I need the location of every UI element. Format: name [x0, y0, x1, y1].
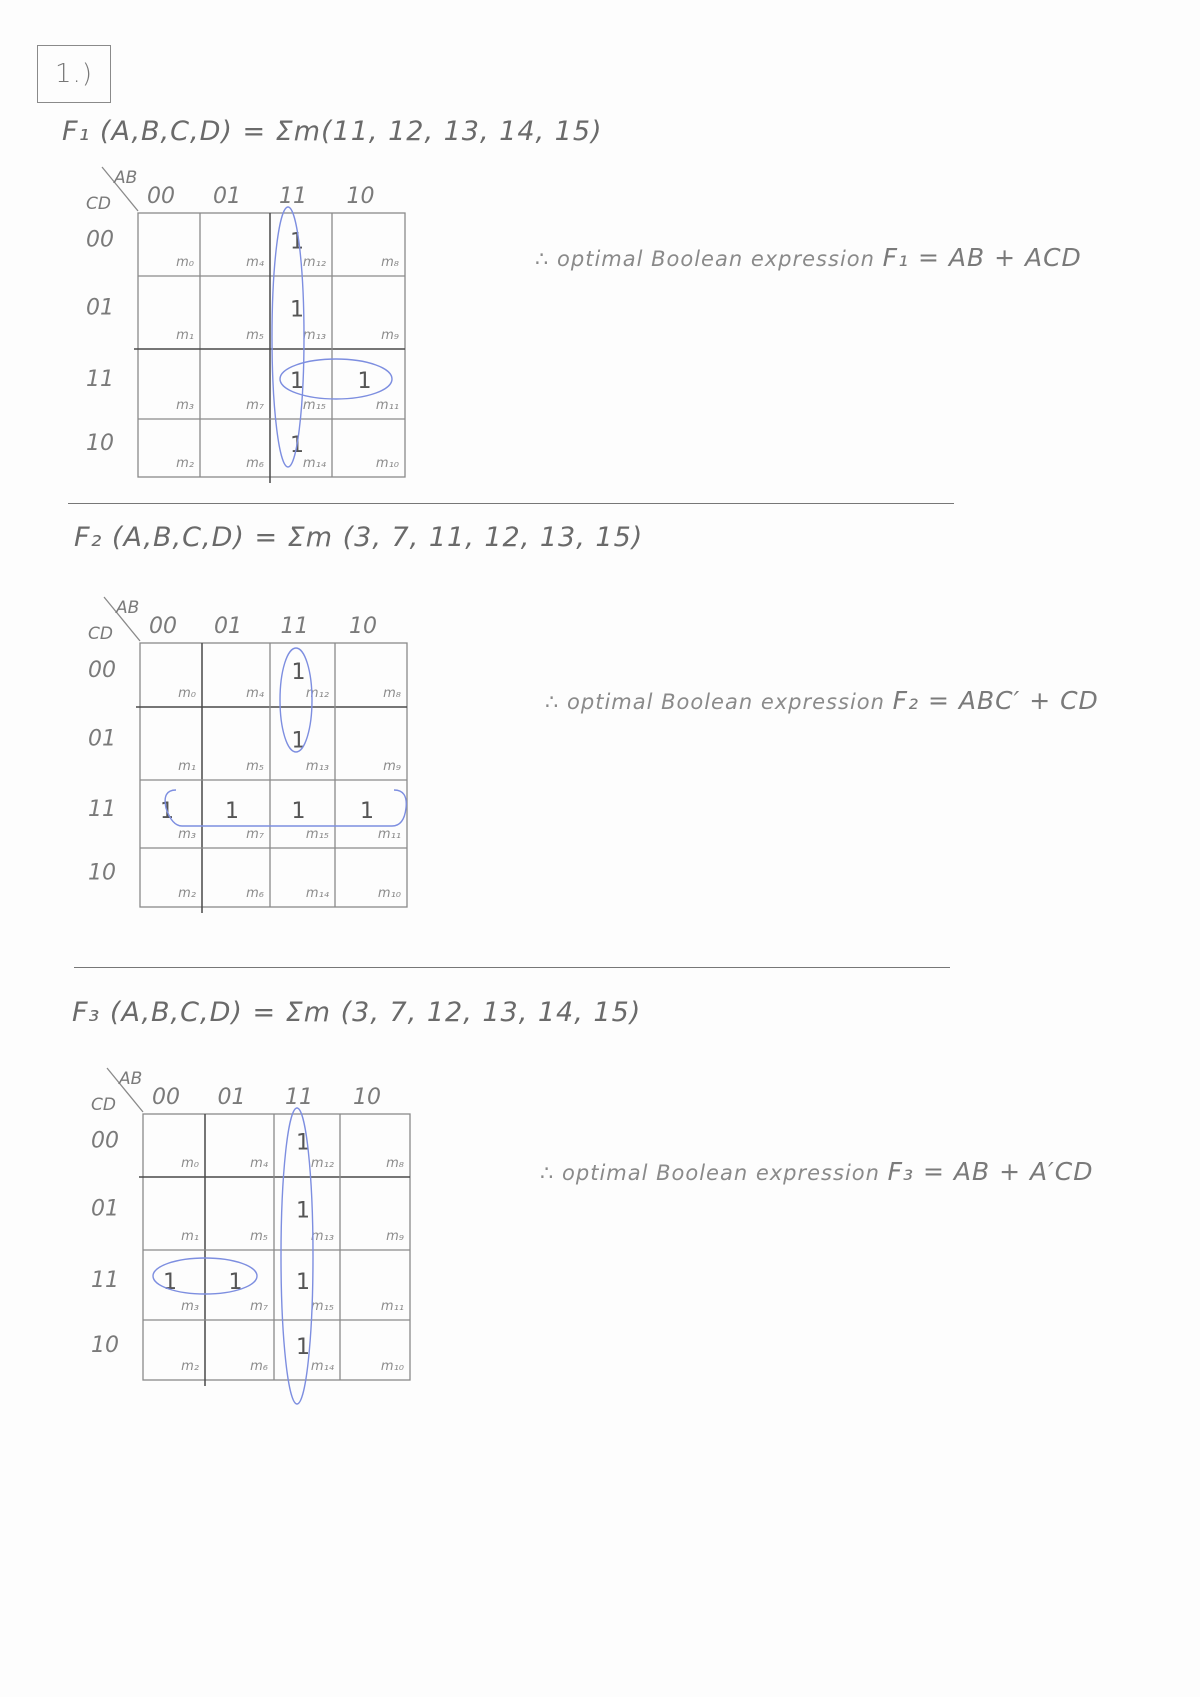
f2-minterm-label: m₂ — [178, 886, 196, 901]
f2-minterm-label: m₁₅ — [305, 827, 329, 842]
f3-minterm-label: m₀ — [181, 1156, 199, 1171]
f3-minterm-label: m₁₁ — [380, 1299, 404, 1314]
f2-one-mark: 1 — [291, 728, 306, 754]
f3-one-mark: 1 — [296, 1130, 310, 1156]
f2-corner-output-label: CD — [88, 624, 113, 644]
f3-col-label-11: 11 — [285, 1085, 313, 1110]
f1-minterm-label: m₁₁ — [375, 398, 399, 413]
f1-header: F₁ (A,B,C,D) = Σm(11, 12, 13, 14, 15) — [62, 116, 603, 147]
f2-col-label-11: 11 — [280, 614, 309, 639]
f3-answer-expression: F₃ = AB + A′CD — [887, 1157, 1094, 1186]
f2-minterm-label: m₁₁ — [377, 827, 401, 842]
f3-minterm-label: m₆ — [250, 1359, 268, 1374]
f1-minterm-label: m₅ — [246, 328, 264, 343]
f1-one-mark: 1 — [357, 369, 372, 394]
f1-col-label-11: 11 — [279, 184, 307, 209]
f3-minterm-label: m₁ — [181, 1229, 199, 1244]
f2-one-mark: 1 — [360, 799, 374, 824]
f1-row-label-01: 01 — [86, 295, 114, 321]
f2-corner-input-label: AB — [116, 598, 140, 618]
f2-minterm-label: m₅ — [246, 759, 264, 774]
f2-row-label-00: 00 — [88, 658, 116, 683]
f2-answer-expression: F₂ = ABC′ + CD — [892, 686, 1099, 715]
f3-row-label-11: 11 — [91, 1268, 119, 1293]
f3-minterm-label: m₅ — [250, 1229, 268, 1244]
f2-minterm-label: m₁ — [178, 759, 196, 774]
f3-one-mark: 1 — [296, 1335, 310, 1360]
f1-minterm-label: m₃ — [176, 398, 194, 413]
f1-minterm-label: m₁₂ — [302, 255, 326, 270]
f3-row-label-01: 01 — [91, 1196, 119, 1222]
f3-minterm-label: m₄ — [250, 1156, 268, 1171]
f2-minterm-label: m₇ — [246, 827, 264, 842]
f2-minterm-label: m₈ — [383, 686, 401, 701]
f1-minterm-label: m₁₀ — [375, 456, 399, 471]
question-number: 1.) — [55, 59, 93, 89]
f1-col-label-00: 00 — [147, 184, 175, 209]
f2-row-label-10: 10 — [88, 860, 116, 886]
f2-minterm-label: m₁₄ — [305, 886, 329, 901]
f2-minterm-label: m₉ — [383, 759, 401, 774]
f1-answer-prefix: ∴ optimal Boolean expression — [535, 247, 875, 271]
f2-one-mark: 1 — [160, 799, 174, 824]
f1-minterm-label: m₄ — [246, 255, 264, 270]
f3-minterm-label: m₈ — [386, 1156, 404, 1171]
f2-minterm-label: m₀ — [178, 686, 196, 701]
f3-header: F₃ (A,B,C,D) = Σm (3, 7, 12, 13, 14, 15) — [72, 997, 642, 1028]
f2-minterm-label: m₆ — [246, 886, 264, 901]
f2-col-label-00: 00 — [149, 614, 177, 639]
f3-minterm-label: m₁₅ — [310, 1299, 334, 1314]
f1-answer-expression: F₁ = AB + ACD — [882, 243, 1082, 272]
f1-minterm-label: m₁₃ — [302, 328, 326, 343]
f1-row-label-10: 10 — [86, 431, 114, 456]
f1-one-mark: 1 — [290, 369, 304, 394]
f2-minterm-label: m₄ — [246, 686, 264, 701]
f2-row-label-01: 01 — [88, 726, 116, 752]
f3-minterm-label: m₁₂ — [310, 1156, 334, 1171]
f1-row-label-00: 00 — [86, 227, 114, 253]
f1-minterm-label: m₆ — [246, 456, 264, 471]
f3-minterm-label: m₁₃ — [310, 1229, 334, 1244]
f3-minterm-label: m₂ — [181, 1359, 199, 1374]
f2-col-label-01: 01 — [214, 614, 242, 639]
f1-col-label-10: 10 — [346, 184, 375, 209]
f1-minterm-label: m₀ — [176, 255, 194, 270]
f3-one-mark: 1 — [296, 1270, 310, 1295]
f1-corner-output-label: CD — [86, 194, 111, 214]
f1-one-mark: 1 — [290, 433, 304, 458]
f3-corner-input-label: AB — [119, 1069, 143, 1089]
f1-minterm-label: m₁ — [176, 328, 194, 343]
f2-answer-prefix: ∴ optimal Boolean expression — [545, 690, 885, 714]
f2-col-label-10: 10 — [349, 614, 377, 639]
f3-minterm-label: m₁₀ — [380, 1359, 404, 1374]
f3-col-label-10: 10 — [353, 1085, 381, 1110]
f3-row-label-10: 10 — [91, 1333, 119, 1358]
f1-corner-input-label: AB — [114, 168, 138, 188]
f1-minterm-label: m₁₄ — [302, 456, 326, 471]
f2-minterm-label: m₁₃ — [305, 759, 329, 774]
f2-minterm-label: m₁₀ — [377, 886, 401, 901]
f3-one-mark: 1 — [296, 1198, 310, 1224]
f2-row-label-11: 11 — [88, 797, 116, 822]
f1-minterm-label: m₁₅ — [302, 398, 326, 413]
f3-corner-output-label: CD — [91, 1095, 116, 1115]
f3-one-mark: 1 — [228, 1270, 243, 1295]
f2-header: F₂ (A,B,C,D) = Σm (3, 7, 11, 12, 13, 15) — [74, 522, 644, 553]
f1-minterm-label: m₇ — [246, 398, 264, 413]
f2-minterm-label: m₁₂ — [305, 686, 329, 701]
f1-minterm-label: m₂ — [176, 456, 194, 471]
f3-one-mark: 1 — [163, 1270, 177, 1295]
f3-minterm-label: m₁₄ — [310, 1359, 334, 1374]
f3-kmap-border — [143, 1114, 410, 1380]
f1-one-mark: 1 — [290, 297, 304, 323]
f3-answer-prefix: ∴ optimal Boolean expression — [540, 1161, 880, 1185]
f2-one-mark: 1 — [291, 660, 306, 685]
f3-col-label-01: 01 — [217, 1085, 246, 1110]
f2-one-mark: 1 — [225, 799, 239, 824]
f3-minterm-label: m₇ — [250, 1299, 268, 1314]
f2-minterm-label: m₃ — [178, 827, 196, 842]
f1-col-label-01: 01 — [213, 184, 241, 209]
f3-row-label-00: 00 — [91, 1128, 119, 1154]
f1-minterm-label: m₉ — [381, 328, 399, 343]
f1-minterm-label: m₈ — [381, 255, 399, 270]
f1-one-mark: 1 — [290, 229, 304, 255]
f3-col-label-00: 00 — [152, 1085, 180, 1110]
f1-row-label-11: 11 — [86, 367, 114, 392]
f3-minterm-label: m₃ — [181, 1299, 199, 1314]
f3-minterm-label: m₉ — [386, 1229, 404, 1244]
f2-one-mark: 1 — [291, 799, 306, 824]
